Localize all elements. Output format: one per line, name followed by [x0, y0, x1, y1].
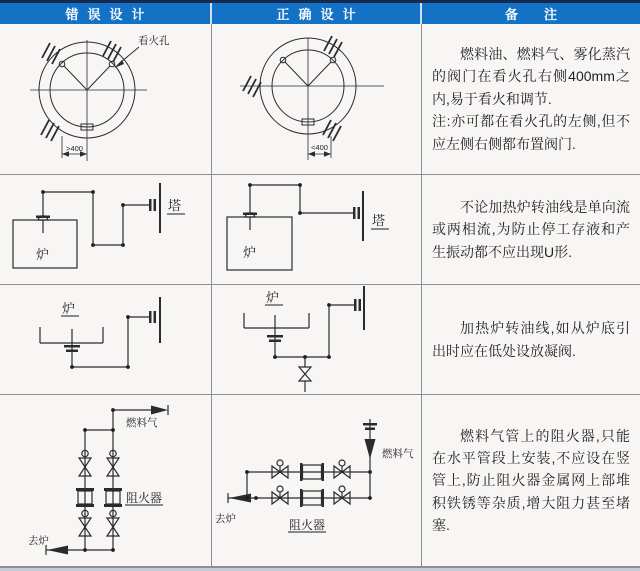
furnace-to-tower-u-shape-diagram: [0, 175, 212, 284]
header-correct-design: 正确设计: [212, 3, 422, 24]
remark-text: 不论加热炉转油线是单向流或两相流,为防止停工存液和产生振动都不应出现U形.: [432, 198, 630, 260]
diagram-row2-wrong: [0, 175, 212, 284]
footer-strip: [0, 567, 640, 571]
nozzle-flange: [243, 213, 257, 216]
furnace-label: 炉: [243, 245, 257, 260]
pipe-fitting-dots: [70, 315, 130, 369]
flow-arrow-right-icon: [151, 406, 168, 415]
table-body: [0, 24, 640, 567]
pipe-fitting-dots: [248, 183, 302, 215]
remark-note-text: 注:亦可都在看火孔的左侧,但不应左侧右侧都布置阀门.: [432, 113, 630, 152]
header-remark: 备注: [504, 7, 583, 22]
tower-label: 塔: [372, 213, 386, 228]
dimension-label: <400: [311, 143, 328, 152]
furnace-top-view-wrong-diagram: [0, 24, 212, 174]
fuel-gas-label: 燃料气: [126, 417, 158, 429]
nozzle-flange: [36, 216, 50, 219]
remark-text: 加热炉转油线,如从炉底引出时应在低处设放凝阀.: [432, 320, 630, 359]
diagram-row4-correct: [212, 395, 422, 566]
table-row: [0, 284, 640, 394]
diagram-row1-wrong: [0, 24, 212, 174]
flow-arrow-down-icon: [365, 439, 376, 459]
flange-pair: [353, 207, 356, 219]
header-wrong-design: 错误设计: [0, 3, 212, 24]
diagram-row2-correct: [212, 175, 422, 284]
diagram-row3-wrong: [0, 285, 212, 394]
diagram-row3-correct: [212, 285, 422, 394]
flame-arrester-label: 阻火器: [126, 491, 163, 505]
flange-pair: [354, 299, 357, 311]
table-row: [0, 174, 640, 284]
furnace-label: 炉: [36, 247, 50, 262]
peephole-label: 看火孔: [138, 35, 170, 47]
flange-pair: [149, 199, 152, 211]
remark-row2: [422, 175, 640, 284]
burner-hatch-marks: [243, 36, 342, 141]
furnace-label: 炉: [62, 301, 76, 316]
pipe-fitting-dots: [245, 470, 372, 500]
furnace-bottom-outlet-with-drain-valve-diagram: [212, 285, 422, 394]
flame-arrester-horizontal-pipe-diagram: [212, 395, 422, 566]
diagram-row1-correct: [212, 24, 422, 174]
furnace-label: 炉: [266, 290, 280, 305]
table-row: [0, 394, 640, 566]
remark-text: 燃料油、燃料气、雾化蒸汽的阀门在看火孔右侧400mm之内,易于看火和调节.: [432, 46, 630, 107]
flange-pair: [363, 423, 377, 426]
flame-arrester-label: 阻火器: [289, 518, 326, 532]
remark-row3: [422, 285, 640, 394]
flow-arrow-left-icon: [47, 546, 68, 555]
nozzle-flange: [64, 345, 80, 348]
flange-pair: [149, 311, 152, 323]
pipe-fitting-dots: [41, 190, 125, 247]
fuel-gas-label: 燃料气: [382, 448, 414, 460]
table-header-row: [0, 0, 640, 24]
leader-arrowhead-icon: [114, 60, 124, 68]
to-furnace-label: 去炉: [28, 535, 49, 547]
remark-row4: [422, 395, 640, 566]
tower-label: 塔: [168, 198, 182, 213]
nozzle-flange: [267, 335, 283, 338]
furnace-bottom-outlet-no-drain-diagram: [0, 285, 212, 394]
remark-text: 燃料气管上的阻火器,只能在水平管段上安装,不应设在竖管上,防止阻火器金属网上部堆积铁锈等杂质,增大阻力甚至堵塞.: [432, 427, 630, 534]
to-furnace-label: 去炉: [215, 513, 236, 525]
remark-row1: [422, 24, 640, 174]
flame-arrester-vertical-pipe-diagram: [0, 395, 212, 566]
diagram-row4-wrong: [0, 395, 212, 566]
drain-valve-icon: [299, 367, 311, 381]
dimension-label: >400: [66, 144, 83, 153]
table-row: [0, 24, 640, 174]
furnace-to-tower-no-u-diagram: [212, 175, 422, 284]
furnace-top-view-correct-diagram: [212, 24, 422, 174]
pipe-fitting-dots: [273, 303, 331, 359]
